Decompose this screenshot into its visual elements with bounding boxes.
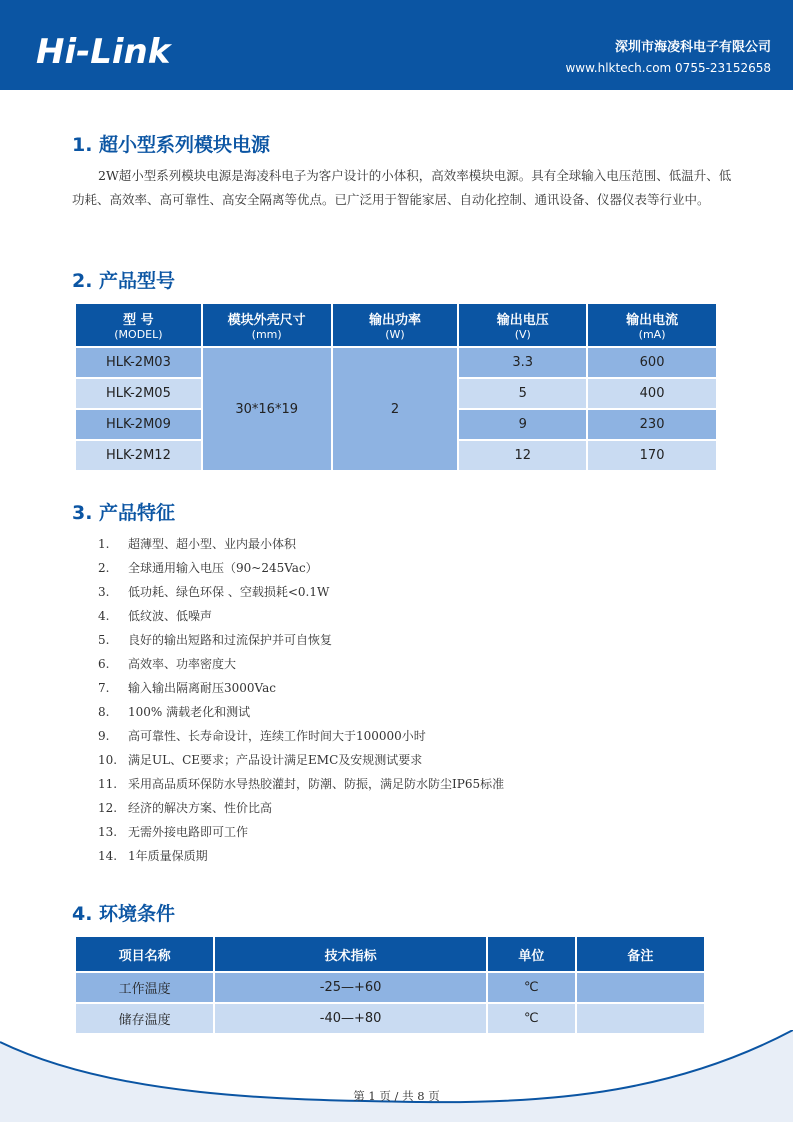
list-item: 5. 良好的输出短路和过流保护并可自恢复 [98,633,333,647]
section-1-title: 1. 超小型系列模块电源 [72,134,271,156]
table-row [76,348,716,377]
table-row [76,973,704,1002]
unit-cell: ℃ [488,973,575,1002]
note-header: 备注 [577,937,704,971]
page-number: 第 1 页 / 共 8 页 [353,1089,440,1103]
item-name-header: 项目名称 [76,937,213,971]
company-contact: www.hlktech.com 0755-23152658 [565,61,771,75]
list-item: 9. 高可靠性、长寿命设计，连续工作时间大于100000小时 [98,729,426,743]
intro-text: 2W超小型系列模块电源是海凌科电子为客户设计的小体积，高效率模块电源。具有全球输入电压范围、低温升、低功耗、高效率、高可靠性、高安全隔离等优点。已广泛用于智能家居、自动化控制、通讯设备、仪器仪表等行业中。 [72,168,732,207]
feature-list [98,532,504,868]
spec-cell: -25—+60 [215,973,486,1002]
list-item: 12. 经济的解决方案、性价比高 [98,801,273,815]
list-item: 3. 低功耗、绿色环保 、空载损耗<0.1W [98,585,330,599]
list-item: 6. 高效率、功率密度大 [98,657,237,671]
model-cell: HLK-2M03 [76,348,201,377]
voltage-header: 输出电压 (V) [459,304,586,346]
list-item: 13. 无需外接电路即可工作 [98,825,249,839]
list-item: 7. 输入输出隔离耐压3000Vac [98,681,276,695]
spec-header: 技术指标 [215,937,486,971]
current-cell: 400 [588,379,716,408]
voltage-cell: 12 [459,441,586,470]
voltage-cell: 9 [459,410,586,439]
environment-table [74,935,706,1035]
current-cell: 600 [588,348,716,377]
hilink-logo: Hi-Link [36,32,171,72]
current-cell: 170 [588,441,716,470]
page-header [0,0,793,90]
note-cell [577,1004,704,1033]
note-cell [577,973,704,1002]
intro-paragraph [72,164,732,212]
section-3-title: 3. 产品特征 [72,502,176,524]
power-cell: 2 [333,348,458,470]
list-item: 14. 1年质量保质期 [98,849,208,863]
current-cell: 230 [588,410,716,439]
list-item: 2. 全球通用输入电压（90~245Vac） [98,561,318,575]
unit-cell: ℃ [488,1004,575,1033]
model-cell: HLK-2M12 [76,441,201,470]
model-table [74,302,718,472]
item-name-cell: 工作温度 [76,973,213,1002]
section-4-title: 4. 环境条件 [72,903,176,925]
model-cell: HLK-2M09 [76,410,201,439]
model-cell: HLK-2M05 [76,379,201,408]
voltage-cell: 3.3 [459,348,586,377]
item-name-cell: 储存温度 [76,1004,213,1033]
voltage-cell: 5 [459,379,586,408]
model-header: 型 号 (MODEL) [76,304,201,346]
table-row [76,1004,704,1033]
spec-cell: -40—+80 [215,1004,486,1033]
size-header: 模块外壳尺寸 (mm) [203,304,331,346]
power-header: 输出功率 (W) [333,304,458,346]
list-item: 11. 采用高品质环保防水导热胶灌封，防潮、防振，满足防水防尘IP65标准 [98,777,505,791]
company-name: 深圳市海凌科电子有限公司 [614,40,771,55]
unit-header: 单位 [488,937,575,971]
size-cell: 30*16*19 [203,348,331,470]
section-2-title: 2. 产品型号 [72,270,176,292]
list-item: 10. 满足UL、CE要求；产品设计满足EMC及安规测试要求 [98,753,423,767]
decorative-wave [0,1030,793,1122]
current-header: 输出电流 (mA) [588,304,716,346]
list-item: 1. 超薄型、超小型、业内最小体积 [98,537,297,551]
list-item: 8. 100% 满载老化和测试 [98,705,251,719]
list-item: 4. 低纹波、低噪声 [98,609,213,623]
